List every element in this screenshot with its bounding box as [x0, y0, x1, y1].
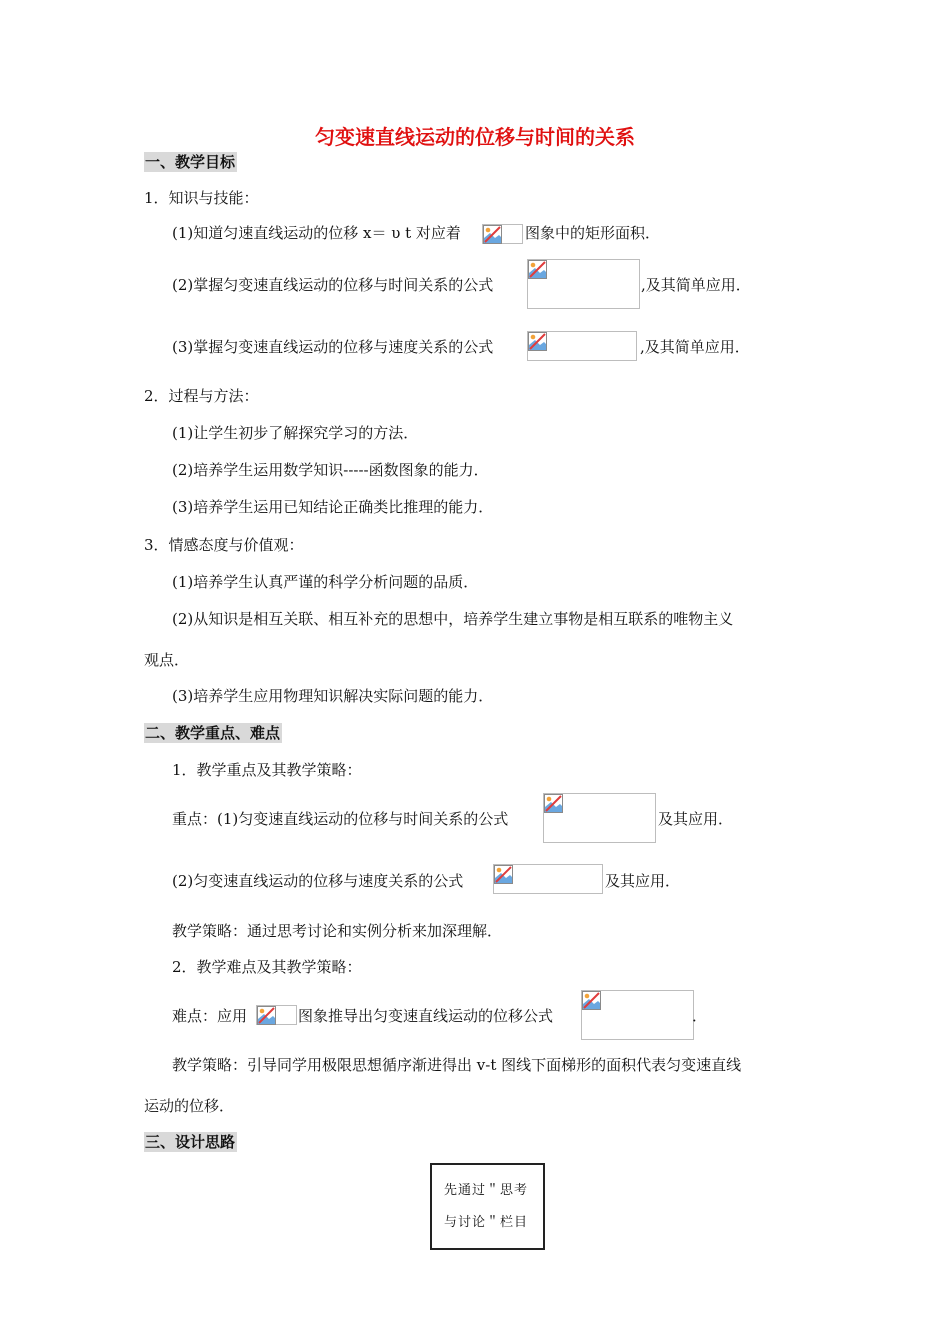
- section-heading-key-points: 二、教学重点、难点: [145, 724, 281, 742]
- subsection-label-difficulty-strategy: 2．教学难点及其教学策略：: [172, 958, 362, 976]
- broken-image-icon: [544, 794, 563, 813]
- teaching-strategy-2a: 教学策略：引导同学用极限思想循序渐进得出 v-t 图线下面梯形的面积代表匀变速直线: [172, 1056, 742, 1074]
- formula-image-vt: [482, 224, 523, 244]
- formula-image-key-displacement-time: [543, 793, 656, 843]
- objective-line-2b: ,及其简单应用．: [641, 276, 751, 294]
- broken-image-icon: [483, 225, 502, 244]
- attitude-line-1: (1)培养学生认真严谨的科学分析问题的品质．: [172, 573, 479, 591]
- process-line-3: (3)培养学生运用已知结论正确类比推理的能力．: [172, 498, 494, 516]
- subsection-label-key-strategy: 1．教学重点及其教学策略：: [172, 761, 362, 779]
- subsection-label-attitude: 3．情感态度与价值观：: [144, 536, 304, 554]
- key-point-line-1b: 及其应用．: [658, 810, 734, 828]
- section-heading-objectives: 一、教学目标: [145, 153, 236, 171]
- objective-line-1a: (1)知道匀速直线运动的位移 x＝ υ t 对应着: [172, 224, 461, 242]
- broken-image-icon: [528, 332, 547, 351]
- teaching-strategy-2b: 运动的位移．: [144, 1097, 235, 1115]
- objective-line-1b: 图象中的矩形面积．: [525, 224, 661, 242]
- key-point-line-2a: (2)匀变速直线运动的位移与速度关系的公式: [172, 872, 464, 890]
- formula-image-difficulty-displacement: [581, 990, 694, 1040]
- key-point-line-1a: 重点：(1)匀变速直线运动的位移与时间关系的公式: [172, 810, 509, 828]
- section-heading-design: 三、设计思路: [145, 1133, 236, 1151]
- process-line-2: (2)培养学生运用数学知识-----函数图象的能力．: [172, 461, 489, 479]
- broken-image-icon: [494, 865, 513, 884]
- attitude-line-2b: 观点．: [144, 651, 190, 669]
- formula-image-displacement-velocity: [527, 331, 637, 361]
- teaching-strategy-1: 教学策略：通过思考讨论和实例分析来加深理解．: [172, 922, 503, 940]
- broken-image-icon: [528, 260, 547, 279]
- formula-image-key-displacement-velocity: [493, 864, 603, 894]
- flowchart-box: [430, 1163, 545, 1250]
- objective-line-3a: (3)掌握匀变速直线运动的位移与速度关系的公式: [172, 338, 494, 356]
- broken-image-icon: [257, 1006, 276, 1025]
- objective-line-3b: ,及其简单应用．: [640, 338, 750, 356]
- attitude-line-2a: (2)从知识是相互关联、相互补充的思想中，培养学生建立事物是相互联系的唯物主义: [172, 610, 734, 628]
- difficulty-line-b: 图象推导出匀变速直线运动的位移公式: [298, 1007, 554, 1025]
- formula-image-vt-graph: [256, 1005, 297, 1025]
- process-line-1: (1)让学生初步了解探究学习的方法．: [172, 424, 419, 442]
- difficulty-line-a: 难点：应用: [172, 1007, 248, 1025]
- objective-line-2a: (2)掌握匀变速直线运动的位移与时间关系的公式: [172, 276, 494, 294]
- attitude-line-3: (3)培养学生应用物理知识解决实际问题的能力．: [172, 687, 494, 705]
- formula-image-displacement-time: [527, 259, 640, 309]
- document-title: 匀变速直线运动的位移与时间的关系: [315, 125, 635, 149]
- broken-image-icon: [582, 991, 601, 1010]
- subsection-label-process: 2．过程与方法：: [144, 387, 259, 405]
- key-point-line-2b: 及其应用．: [605, 872, 681, 890]
- flowchart-box-line-2: 与讨论＂栏目: [444, 1215, 529, 1230]
- subsection-label-knowledge: 1．知识与技能：: [144, 189, 259, 207]
- difficulty-line-c: ．: [692, 1007, 708, 1025]
- flowchart-box-line-1: 先通过＂思考: [444, 1183, 529, 1198]
